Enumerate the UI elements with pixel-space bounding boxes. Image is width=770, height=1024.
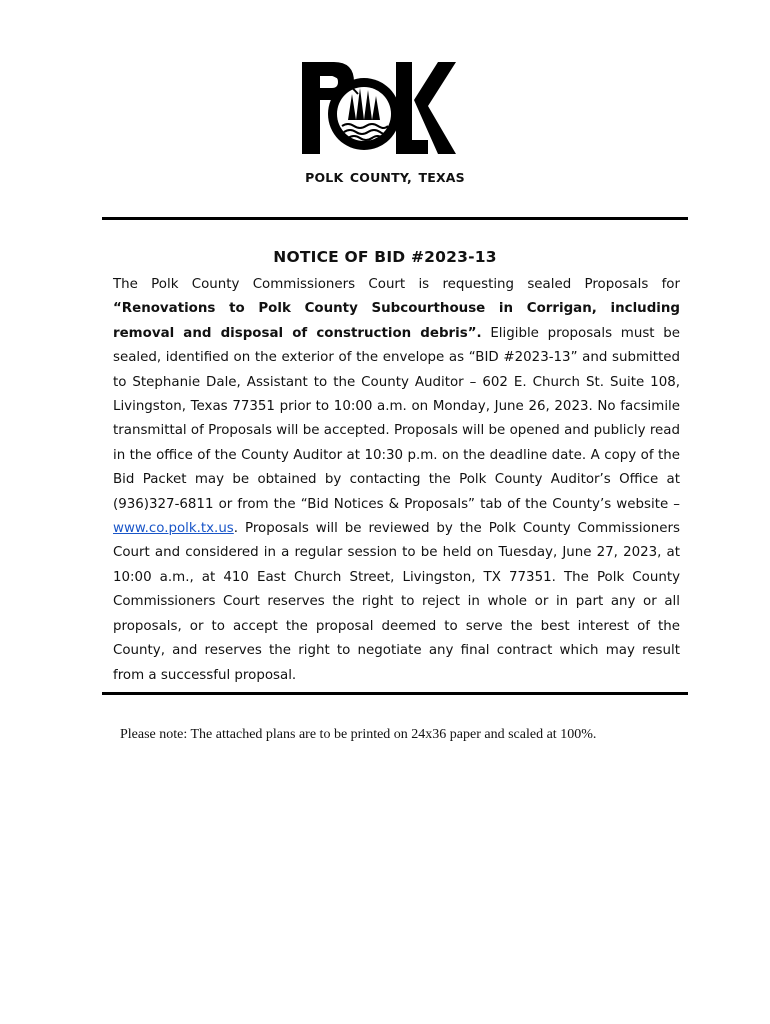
notice-intro: The Polk County Commissioners Court is requesting sealed Proposals for	[113, 277, 680, 292]
polk-county-logo	[300, 60, 458, 156]
notice-body-part2: . Proposals will be reviewed by the Polk County Commissioners Court and considered in a regular session to be held on Tuesday, June 27, 2023, at 10:00 a.m., at 410 East Church Street, Livingston, TX 77351. The Polk County Commissioners Court reserves the right to reject in whole or in part any or all proposals, or to accept the proposal deemed to serve the best interest of the County, and reserves the right to negotiate any final contract which may result from a successful proposal.	[113, 521, 680, 683]
top-divider	[102, 217, 688, 220]
footer-note: Please note: The attached plans are to be printed on 24x36 paper and scaled at 100%.	[120, 727, 597, 742]
website-link[interactable]: www.co.polk.tx.us	[113, 521, 234, 537]
notice-title: NOTICE OF BID #2023-13	[273, 248, 497, 266]
notice-body	[113, 273, 680, 688]
notice-subject: “Renovations to Polk County Subcourthouse in Corrigan, including removal and disposal of construction debris”.	[113, 301, 680, 341]
notice-body-part1: Eligible proposals must be sealed, identified on the exterior of the envelope as “BID #2023-13” and submitted to Stephanie Dale, Assistant to the County Auditor – 602 E. Church St. Suite 108, Livingston, Texas 77351 prior to 10:00 a.m. on Monday, June 26, 2023. No facsimile transmittal of Proposals will be accepted. Proposals will be opened and publicly read in the office of the County Auditor at 10:30 p.m. on the deadline date. A copy of the Bid Packet may be obtained by contacting the Polk County Auditor’s Office at (936)327-6811 or from the “Bid Notices & Proposals” tab of the County’s website –	[113, 325, 680, 512]
bottom-divider	[102, 692, 688, 695]
county-label: POLK COUNTY, TEXAS	[305, 170, 465, 185]
